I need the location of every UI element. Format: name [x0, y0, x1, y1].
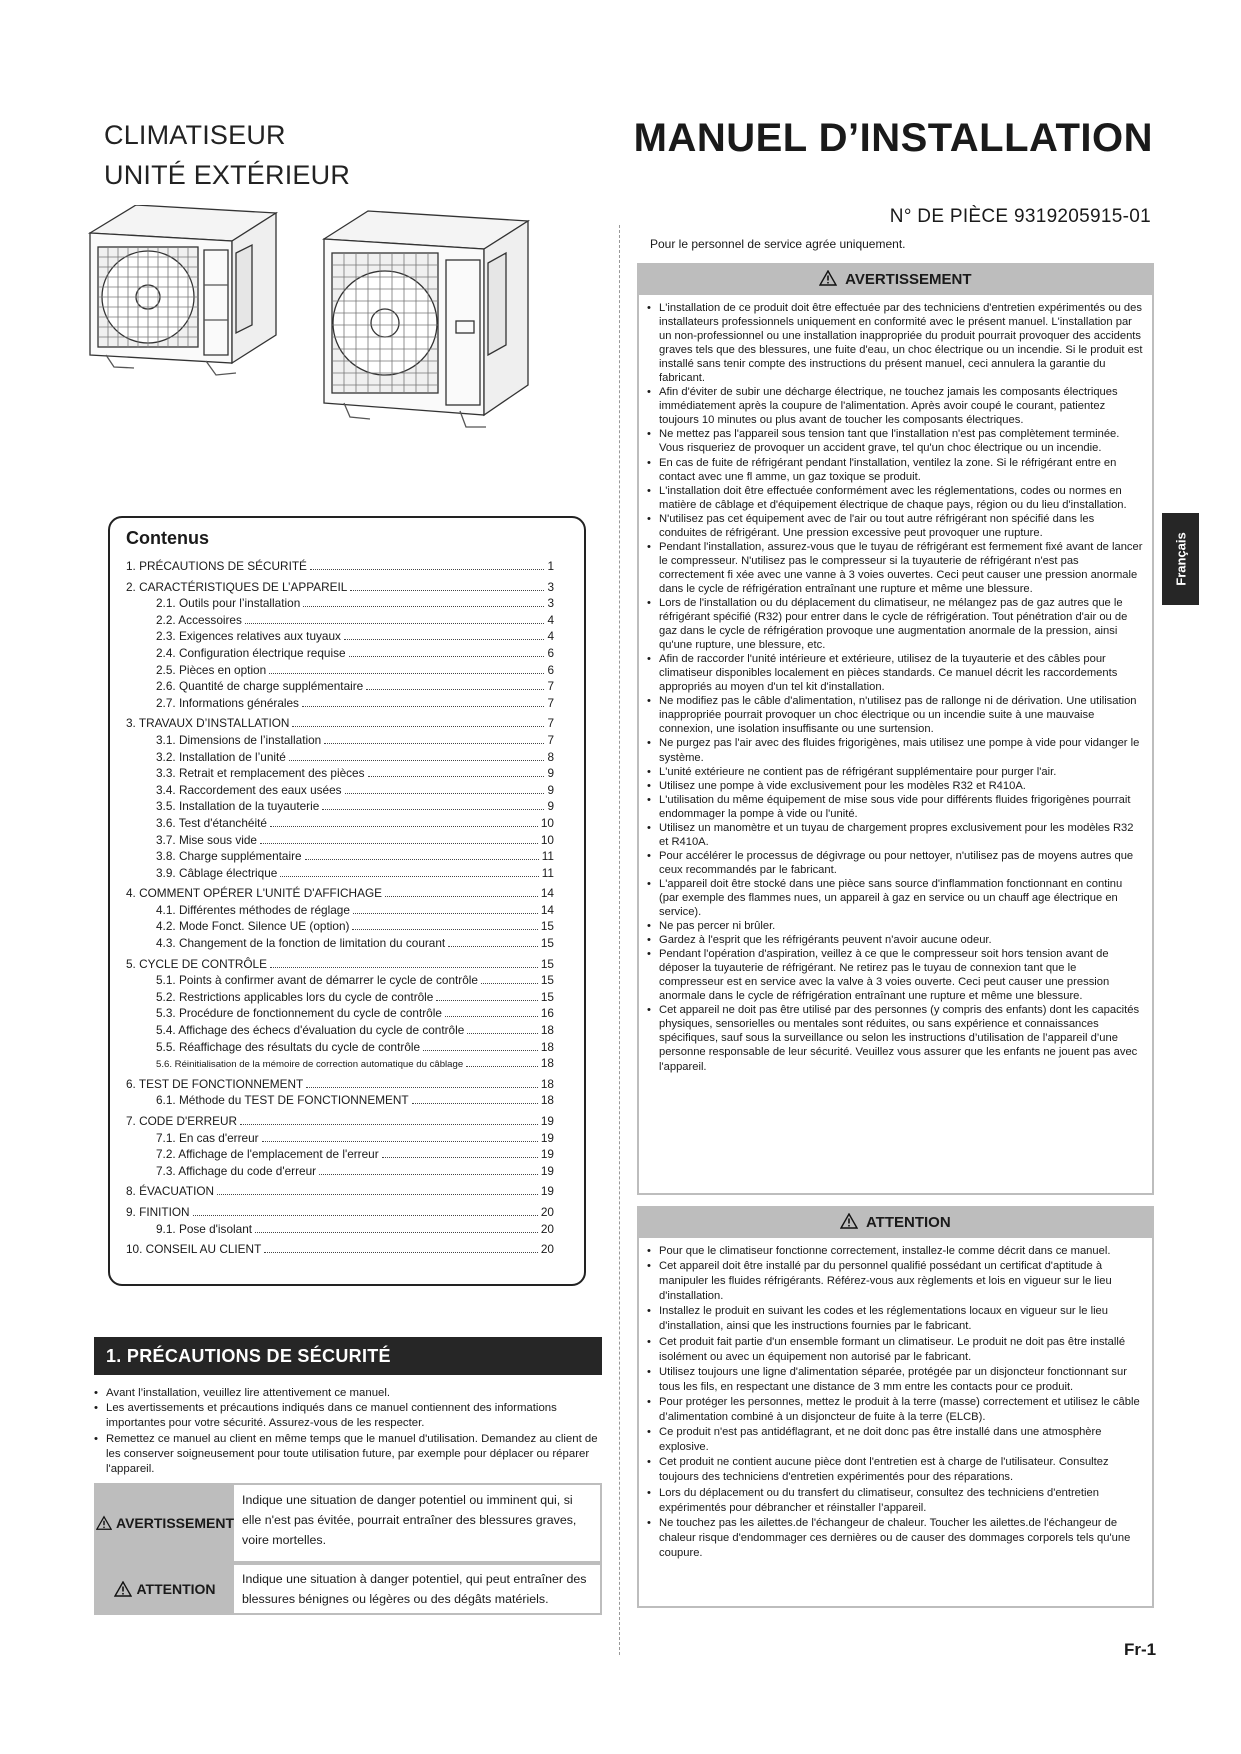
toc-label: 7.1. En cas d'erreur — [156, 1130, 259, 1145]
contents-list — [126, 558, 554, 1258]
product-line-1: CLIMATISEUR — [104, 120, 286, 150]
toc-leader — [269, 665, 544, 674]
list-item: • Lors de l'installation ou du déplacement du climatiseur, ne mélangez pas de gaz autres que le réfrigérant spécifié (R32) pour entrer dans le cycle de réfrigération. Tout pénétration d'air ou de gaz dans le cycle de réfrigération provoque une augmentation anormale de la pression, ainsi qu'une rupture, une blessure, etc. — [645, 596, 1144, 652]
toc-leader — [302, 698, 544, 707]
toc-page: 4 — [547, 629, 554, 644]
toc-label: 7. CODE D'ERREUR — [126, 1114, 238, 1128]
list-item: • Installez le produit en suivant les codes et les réglementations locaux en vigueur sur le lieu d'installation, ainsi que les instructions fournies par le fabricant. — [645, 1304, 1144, 1334]
manual-title: MANUEL D’INSTALLATION — [633, 116, 1153, 160]
toc-label: 5.5. Réaffichage des résultats du cycle de contrôle — [156, 1039, 421, 1054]
list-item: • Les avertissements et précautions indiqués dans ce manuel contiennent des informations importantes pour votre sécurité. Assurez-vous de les respecter. — [92, 1401, 602, 1431]
toc-page: 20 — [540, 1242, 554, 1257]
toc-row — [126, 935, 554, 952]
toc-page: 19 — [540, 1147, 554, 1162]
list-item: • Afin d'éviter de subir une décharge électrique, ne touchez jamais les composants électriques immédiatement après la coupure de l'alimentation. Après avoir coupé le courant, patientez toujours 10 minutes ou plus avant de toucher les composants électriques. — [645, 385, 1144, 427]
toc-row — [126, 902, 554, 919]
outdoor-unit-large — [324, 211, 528, 427]
toc-label: 2.5. Pièces en option — [156, 662, 267, 677]
list-item: • Pour accélérer le processus de dégivrage ou pour nettoyer, n'utilisez pas de moyens autres que ceux recommandés par le fabricant. — [645, 849, 1144, 877]
toc-row — [126, 1113, 554, 1130]
toc-label: 7.3. Affichage du code d'erreur — [156, 1163, 317, 1178]
toc-label: 5. CYCLE DE CONTRÔLE — [126, 956, 267, 971]
toc-row — [126, 1022, 554, 1039]
list-item: • Utilisez toujours une ligne d'alimentation séparée, protégée par un disjoncteur fonctionnant sur tous les fils, en respectant une distance de 3 mm entre les contacts pour ce produit. — [645, 1365, 1144, 1395]
toc-row — [126, 1163, 554, 1180]
toc-row — [126, 782, 554, 799]
legend-warning-text: Indique une situation de danger potentiel ou imminent qui, si elle n'est pas évitée, pourrait entraîner des blessures graves, voire mortelles. — [234, 1485, 600, 1561]
language-tab[interactable]: Français — [1162, 513, 1199, 605]
toc-leader — [292, 718, 544, 727]
toc-row — [126, 1183, 554, 1200]
list-item: • Cet produit ne contient aucune pièce dont l'entretien est à charge de l'utilisateur. Consultez toujours des techniciens d'entretien expérimentés pour des réparations. — [645, 1455, 1144, 1485]
toc-leader — [310, 561, 545, 570]
toc-leader — [270, 818, 538, 827]
toc-label: 2.4. Configuration électrique requise — [156, 645, 346, 660]
toc-row — [126, 645, 554, 662]
toc-label: 5.2. Restrictions applicables lors du cycle de contrôle — [156, 989, 434, 1004]
toc-row — [126, 1130, 554, 1147]
toc-leader — [240, 1116, 538, 1125]
toc-leader — [262, 1133, 538, 1142]
list-item: • Utilisez une pompe à vide exclusivement pour les modèles R32 et R410A. — [645, 779, 1144, 793]
list-item: • Ne purgez pas l'air avec des fluides frigorigènes, mais utilisez une pompe à vide pour vidanger le système. — [645, 736, 1144, 764]
page-number: Fr-1 — [1124, 1640, 1157, 1659]
toc-page: 7 — [547, 716, 554, 731]
toc-label: 10. CONSEIL AU CLIENT — [126, 1242, 262, 1257]
toc-page: 18 — [540, 1056, 554, 1071]
toc-page: 7 — [547, 679, 554, 694]
toc-page: 1 — [547, 559, 554, 573]
toc-row — [126, 1039, 554, 1056]
toc-row — [126, 815, 554, 832]
toc-leader — [245, 615, 545, 624]
section-heading-safety: 1. PRÉCAUTIONS DE SÉCURITÉ — [94, 1337, 602, 1375]
toc-row — [126, 1076, 554, 1093]
toc-page: 20 — [540, 1221, 554, 1236]
toc-row — [126, 612, 554, 629]
toc-page: 10 — [540, 815, 554, 830]
toc-page: 19 — [540, 1114, 554, 1128]
toc-label: 8. ÉVACUATION — [126, 1184, 215, 1199]
product-line-2: UNITÉ EXTÉRIEUR — [104, 160, 351, 190]
toc-page: 19 — [540, 1130, 554, 1145]
toc-page: 15 — [540, 989, 554, 1004]
toc-leader — [193, 1207, 538, 1216]
toc-leader — [481, 975, 538, 984]
toc-row — [126, 832, 554, 849]
list-item: • Pour protéger les personnes, mettez le produit à la terre (masse) correctement et utilisez le câble d’alimentation combiné à un disjoncteur de fuite à la terre (ELCB). — [645, 1395, 1144, 1425]
outdoor-units-illustration — [86, 205, 616, 490]
toc-leader — [366, 681, 544, 690]
toc-label: 6.1. Méthode du TEST DE FONCTIONNEMENT — [156, 1093, 409, 1108]
toc-label: 3. TRAVAUX D’INSTALLATION — [126, 716, 290, 731]
safety-intro-list — [92, 1386, 602, 1477]
toc-page: 20 — [540, 1204, 554, 1219]
legend-caution-label: ATTENTION — [96, 1565, 234, 1613]
toc-leader — [217, 1186, 538, 1195]
toc-page: 18 — [540, 1076, 554, 1091]
toc-label: 4. COMMENT OPÉRER L'UNITÉ D'AFFICHAGE — [126, 886, 382, 901]
toc-leader — [412, 1095, 538, 1104]
toc-label: 4.1. Différentes méthodes de réglage — [156, 902, 350, 917]
toc-page: 7 — [547, 732, 554, 747]
toc-label: 7.2. Affichage de l'emplacement de l'erreur — [156, 1147, 379, 1162]
list-item: • Ne touchez pas les ailettes.de l'échangeur de chaleur. Toucher les ailettes.de l'échangeur de chaleur risque d'endommager ces dernières ou de causer des dommages corporels tels qu'une coupure. — [645, 1516, 1144, 1561]
toc-row — [126, 918, 554, 935]
list-item: • Lors du déplacement ou du transfert du climatiseur, consultez des techniciens d'entretien expérimentés pour débrancher et réinstaller l’appareil. — [645, 1486, 1144, 1516]
toc-leader — [264, 1244, 538, 1253]
service-note: Pour le personnel de service agrée uniquement. — [650, 237, 906, 251]
toc-row — [126, 749, 554, 766]
legend-warning — [94, 1483, 602, 1563]
caution-box — [637, 1206, 1154, 1608]
warning-triangle-icon — [819, 270, 837, 286]
toc-leader — [436, 992, 538, 1001]
toc-row — [126, 715, 554, 732]
toc-page: 4 — [547, 612, 554, 627]
toc-leader — [305, 851, 539, 860]
toc-row — [126, 765, 554, 782]
toc-row — [126, 1204, 554, 1221]
toc-label: 2.6. Quantité de charge supplémentaire — [156, 679, 364, 694]
toc-label: 2.7. Informations générales — [156, 695, 299, 710]
toc-label: 1. PRÉCAUTIONS DE SÉCURITÉ — [126, 559, 307, 573]
toc-page: 8 — [547, 749, 554, 764]
toc-page: 15 — [540, 919, 554, 934]
caution-box-header: ATTENTION — [639, 1208, 1152, 1238]
list-item: • Remettez ce manuel au client en même temps que le manuel d'utilisation. Demandez au client de les conserver soigneusement pour toute utilisation future, par exemple pour déplacer ou réparer l'appareil. — [92, 1432, 602, 1478]
list-item: • N'utilisez pas cet équipement avec de l'air ou tout autre réfrigérant non spécifié dans les conduites de réfrigérant. Une pression excessive peut provoquer une rupture. — [645, 512, 1144, 540]
list-item: • En cas de fuite de réfrigérant pendant l'installation, ventilez la zone. Si le réfrigérant entre en contact avec une fl amme, un gaz toxique se produit. — [645, 456, 1144, 484]
toc-label: 2.2. Accessoires — [156, 612, 242, 627]
list-item: • Cet produit fait partie d'un ensemble formant un climatiseur. Le produit ne doit pas être installé isolément ou avec un équipement non autorisé par le fabricant. — [645, 1335, 1144, 1365]
toc-label: 9.1. Pose d'isolant — [156, 1221, 253, 1236]
toc-row — [126, 628, 554, 645]
legend-caution-text: Indique une situation à danger potentiel, qui peut entraîner des blessures bénignes ou légères ou des dégâts matériels. — [234, 1565, 600, 1613]
toc-leader — [255, 1224, 538, 1233]
toc-leader — [448, 938, 538, 947]
toc-label: 2.3. Exigences relatives aux tuyaux — [156, 629, 341, 644]
list-item: • L'installation doit être effectuée conformément avec les réglementations, codes ou normes en matière de câblage et d'équipement électrique de chaque pays, région ou du lieu d'installation. — [645, 484, 1144, 512]
toc-leader — [350, 582, 544, 591]
warning-box-header: AVERTISSEMENT — [639, 265, 1152, 295]
toc-leader — [324, 735, 544, 744]
toc-page: 18 — [540, 1039, 554, 1054]
list-item: • Afin de raccorder l'unité intérieure et extérieure, utilisez de la tuyauterie et des câbles pour climatiseur disponibles localement en pièces standards. Ce manuel décrit les raccordements appropriés au moyen d'un tel kit d'installation. — [645, 652, 1144, 694]
toc-leader — [466, 1058, 538, 1067]
toc-label: 9. FINITION — [126, 1204, 190, 1219]
list-item: • L'utilisation du même équipement de mise sous vide pour différents fluides frigorigènes pourrait endommager la pompe à vide ou l'unité. — [645, 793, 1144, 821]
toc-label: 5.1. Points à confirmer avant de démarrer le cycle de contrôle — [156, 973, 478, 988]
warning-triangle-icon — [96, 1515, 112, 1531]
toc-leader — [467, 1025, 538, 1034]
toc-label: 3.2. Installation de l’unité — [156, 749, 286, 764]
product-heading — [104, 115, 350, 195]
toc-label: 3.9. Câblage électrique — [156, 865, 278, 880]
list-item: • Utilisez un manomètre et un tuyau de chargement propres exclusivement pour les modèles R32 et R410A. — [645, 821, 1144, 849]
toc-label: 3.1. Dimensions de l’installation — [156, 732, 322, 747]
toc-row — [126, 579, 554, 596]
toc-page: 18 — [540, 1023, 554, 1038]
toc-label: 3.7. Mise sous vide — [156, 832, 257, 847]
list-item: • Gardez à l'esprit que les réfrigérants peuvent n'avoir aucune odeur. — [645, 933, 1144, 947]
toc-leader — [306, 1079, 538, 1088]
toc-row — [126, 956, 554, 973]
toc-page: 6 — [547, 645, 554, 660]
toc-page: 9 — [547, 799, 554, 814]
list-item: • L'installation de ce produit doit être effectuée par des techniciens d'entretien expérimentés ou des installateurs professionnels uniquement en conformité avec le présent manuel. L'installation par un non-professionnel ou une installation inappropriée du produit pourrait provoquer des accidents graves tels que des blessures, une fuite d'eau, un choc électrique ou un incendie. Si le produit est installé sans tenir compte des instructions du présent manuel, ceci annulera la garantie du fabricant. — [645, 301, 1144, 385]
toc-row — [126, 678, 554, 695]
list-item: • Cet appareil ne doit pas être utilisé par des personnes (y compris des enfants) dont les capacités physiques, sensorielles ou mentales sont réduites, ou sans expérience et connaissances spécifiques, sauf sous la surveillance ou selon les instructions d’utilisation de l’appareil d’une personne responsable de leur sécurité. Veuillez vous assurer que les enfants ne jouent pas avec l'appareil. — [645, 1003, 1144, 1073]
toc-page: 14 — [540, 886, 554, 901]
toc-label: 5.4. Affichage des échecs d'évaluation du cycle de contrôle — [156, 1023, 465, 1038]
toc-page: 7 — [547, 695, 554, 710]
toc-row — [126, 1055, 554, 1072]
toc-leader — [385, 888, 538, 897]
toc-label: 3.6. Test d'étanchéité — [156, 815, 267, 830]
toc-leader — [353, 905, 538, 914]
toc-leader — [260, 835, 538, 844]
toc-page: 15 — [540, 956, 554, 971]
toc-leader — [423, 1042, 538, 1051]
list-item: • Ne pas percer ni brûler. — [645, 919, 1144, 933]
toc-row — [126, 989, 554, 1006]
toc-label: 3.8. Charge supplémentaire — [156, 849, 302, 864]
toc-leader — [319, 1166, 538, 1175]
list-item: • Pendant l'opération d'aspiration, veillez à ce que le compresseur soit hors tension avant de déposer la tuyauterie de réfrigérant. Ne retirez pas le tuyau de connexion tant que le compresseur est en service avec la valve à 3 voies ouverte. Ceci peut causer une pression anormale dans le cycle de réfrigération entraînant une rupture et même une blessure. — [645, 947, 1144, 1003]
toc-page: 18 — [540, 1093, 554, 1108]
toc-leader — [280, 868, 538, 877]
contents-title: Contenus — [126, 528, 209, 548]
toc-page: 11 — [541, 849, 554, 864]
toc-leader — [349, 648, 545, 657]
toc-leader — [289, 752, 545, 761]
toc-row — [126, 848, 554, 865]
warning-triangle-icon — [114, 1581, 132, 1597]
list-item: • Ne mettez pas l'appareil sous tension tant que l'installation n'est pas complètement terminée. Vous risqueriez de provoquer un accident grave, tel qu'un choc électrique ou un incendie. — [645, 427, 1144, 455]
toc-row — [126, 865, 554, 882]
list-item: • Ce produit n'est pas antidéflagrant, et ne doit donc pas être installé dans une atmosphère explosive. — [645, 1425, 1144, 1455]
toc-label: 5.3. Procédure de fonctionnement du cycle de contrôle — [156, 1006, 442, 1021]
toc-page: 15 — [540, 936, 554, 951]
toc-row — [126, 972, 554, 989]
toc-leader — [344, 631, 545, 640]
toc-leader — [322, 801, 544, 810]
warning-list — [645, 301, 1144, 1074]
toc-row — [126, 1005, 554, 1022]
toc-page: 14 — [540, 902, 554, 917]
toc-row — [126, 695, 554, 712]
list-item: • Cet appareil doit être installé par du personnel qualifié possédant un certificat d'aptitude à manipuler les fluides réfrigérants. Référez-vous aux règlements et lois en vigueur sur le lieu d'installation. — [645, 1259, 1144, 1304]
toc-page: 15 — [540, 973, 554, 988]
toc-leader — [303, 598, 544, 607]
list-item: • L'unité extérieure ne contient pas de réfrigérant supplémentaire pour purger l'air. — [645, 765, 1144, 779]
toc-page: 19 — [540, 1163, 554, 1178]
toc-row — [126, 595, 554, 612]
toc-label: 5.6. Réinitialisation de la mémoire de correction automatique du câblage — [156, 1059, 464, 1071]
toc-leader — [368, 768, 545, 777]
toc-leader — [382, 1149, 538, 1158]
toc-row — [126, 798, 554, 815]
toc-label: 4.3. Changement de la fonction de limitation du courant — [156, 936, 446, 951]
toc-row — [126, 1241, 554, 1258]
toc-label: 2. CARACTÉRISTIQUES DE L’APPAREIL — [126, 579, 348, 594]
toc-leader — [345, 785, 545, 794]
toc-page: 9 — [547, 766, 554, 781]
toc-page: 19 — [540, 1184, 554, 1199]
part-number: N° DE PIÈCE 9319205915-01 — [889, 206, 1151, 227]
toc-page: 9 — [547, 782, 554, 797]
toc-leader — [445, 1008, 538, 1017]
list-item: • Pendant l'installation, assurez-vous que le tuyau de réfrigérant est fermement fixé avant de lancer le compresseur. N'utilisez pas le compresseur si la tuyauterie de réfrigérant n'est pas correctement fi xée avec une vanne à 3 voies ouvertes. Ceci peut causer une pression anormale dans le cycle de réfrigération entraînant une rupture et même une blessure. — [645, 540, 1144, 596]
toc-label: 3.4. Raccordement des eaux usées — [156, 782, 342, 797]
legend-caution — [94, 1563, 602, 1615]
toc-page: 3 — [547, 596, 554, 611]
column-divider — [619, 225, 620, 1655]
toc-page: 11 — [541, 865, 554, 880]
toc-row — [126, 1221, 554, 1238]
toc-row — [126, 662, 554, 679]
list-item: • Avant l’installation, veuillez lire attentivement ce manuel. — [92, 1386, 602, 1401]
toc-page: 3 — [547, 579, 554, 594]
toc-row — [126, 558, 554, 575]
list-item: • Ne modifiez pas le câble d'alimentation, n'utilisez pas de rallonge ni de dérivation. Une utilisation inappropriée pourrait provoquer un choc électrique ou un incendie suite à une mauvaise connexion, une isolation insuffisante ou une surtension. — [645, 694, 1144, 736]
warning-box — [637, 263, 1154, 1195]
toc-label: 3.3. Retrait et remplacement des pièces — [156, 766, 365, 781]
toc-page: 16 — [540, 1006, 554, 1021]
toc-label: 4.2. Mode Fonct. Silence UE (option) — [156, 919, 350, 934]
toc-label: 3.5. Installation de la tuyauterie — [156, 799, 320, 814]
list-item: • L'appareil doit être stocké dans une pièce sans source d'inflammation fonctionnant en continu (par exemple des flammes nues, un appareil à gaz en service ou un chauff age électrique en service). — [645, 877, 1144, 919]
toc-row — [126, 732, 554, 749]
toc-leader — [270, 959, 538, 968]
caution-list — [645, 1244, 1144, 1561]
toc-leader — [352, 921, 537, 930]
toc-page: 10 — [540, 832, 554, 847]
toc-label: 2.1. Outils pour l’installation — [156, 596, 301, 611]
toc-label: 6. TEST DE FONCTIONNEMENT — [126, 1076, 304, 1091]
legend-warning-label: AVERTISSEMENT — [96, 1485, 234, 1561]
toc-row — [126, 1146, 554, 1163]
warning-triangle-icon — [840, 1213, 858, 1229]
toc-page: 6 — [547, 662, 554, 677]
toc-row — [126, 885, 554, 902]
list-item: • Pour que le climatiseur fonctionne correctement, installez-le comme décrit dans ce manuel. — [645, 1244, 1144, 1259]
toc-row — [126, 1092, 554, 1109]
outdoor-unit-small — [90, 205, 276, 375]
